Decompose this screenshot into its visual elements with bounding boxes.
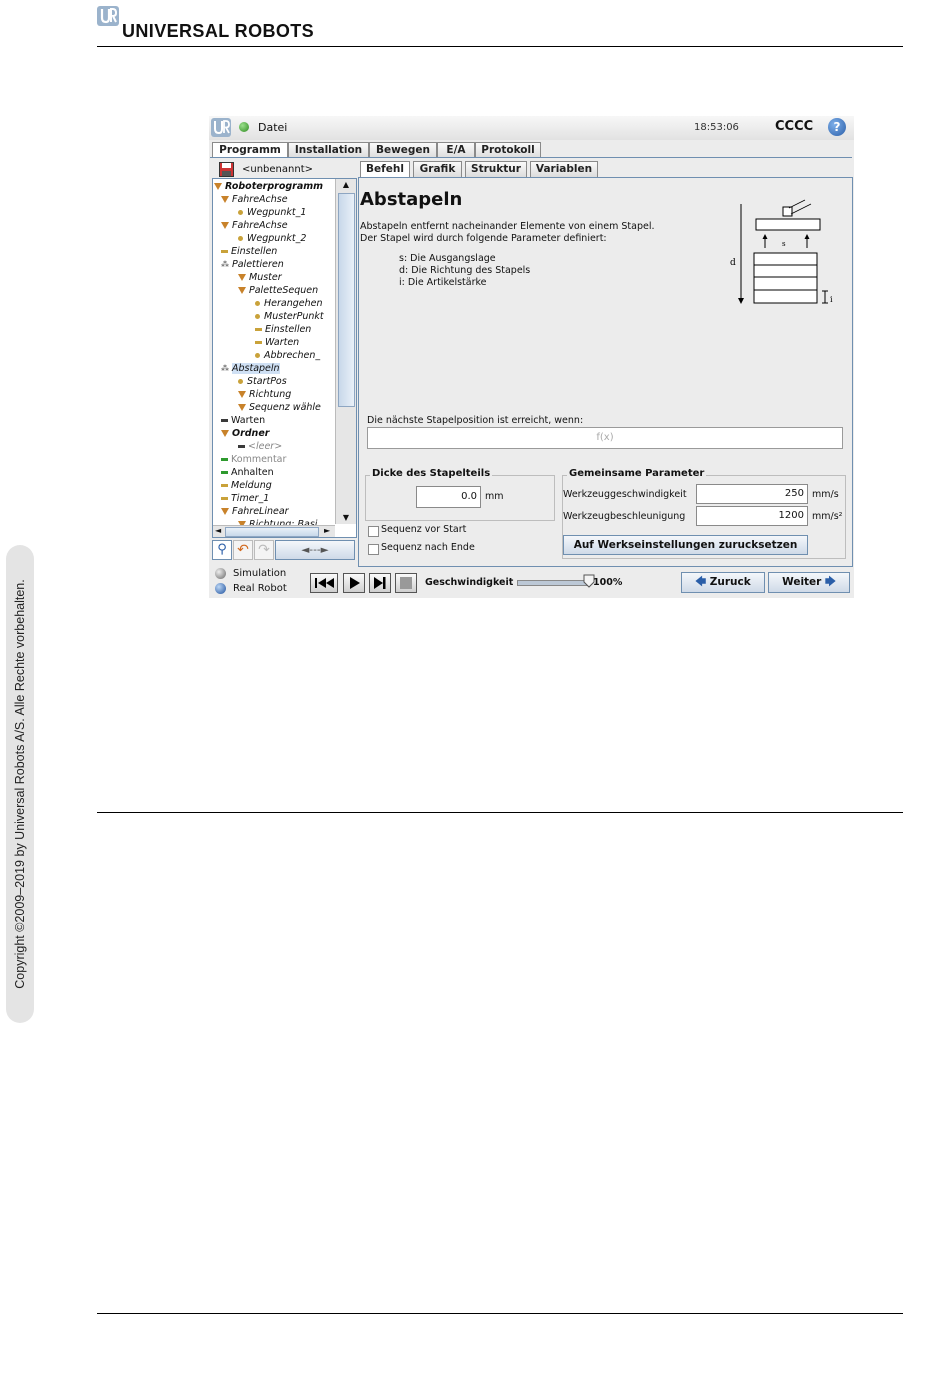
tree-item[interactable]: Timer_1 [221,492,269,505]
tree-item[interactable]: Abbrechen_ [255,349,320,362]
seq-before-label: Sequenz vor Start [381,524,467,535]
tree-item[interactable]: StartPos [238,375,287,388]
search-icon[interactable]: ⚲ [212,540,232,560]
tree-item[interactable]: Richtung [238,388,291,401]
program-tree [212,178,357,538]
param-d: d: Die Richtung des Stapels [399,265,531,276]
speed-label: Geschwindigkeit [425,577,514,588]
move-node-arrows[interactable]: ◄---► [275,540,355,560]
popup-icon [221,484,228,487]
tab-ea[interactable]: E/A [437,142,475,158]
pattern-triangle-icon [238,274,246,281]
scroll-down-icon[interactable]: ▼ [342,513,350,522]
tool-accel-input[interactable]: 1200 [696,506,808,526]
thickness-group [365,468,555,521]
reset-defaults-button[interactable]: Auf Werkseinstellungen zurucksetzen [563,535,808,555]
next-button[interactable]: Weiter 🡆 [768,572,850,593]
pallet-icon: ⁂ [221,364,229,373]
seq-after-label: Sequenz nach Ende [381,542,475,553]
copyright-sidebar [6,545,34,1023]
tool-speed-input[interactable]: 250 [696,484,808,504]
waypoint-icon [238,379,243,384]
tool-accel-label: Werkzeugbeschleunigung [563,511,686,522]
tab-programm[interactable]: Programm [212,142,288,158]
speed-slider-fill [518,581,590,585]
tree-item-selected[interactable]: ⁂ Abstapeln [221,363,280,374]
command-description-1: Abstapeln entfernt nacheinander Elemente von einem Stapel. [360,221,655,232]
destacking-diagram [727,198,842,308]
rewind-button[interactable] [310,573,338,593]
stop-icon [396,574,416,592]
tree-item[interactable]: Einstellen [255,323,311,336]
play-button[interactable] [343,573,365,593]
waypoint-icon [255,314,260,319]
tree-item[interactable]: Ordner [221,427,269,440]
tree-item[interactable]: FahreAchse [221,193,288,206]
wait-icon [255,341,262,344]
wait-icon [221,419,228,422]
tree-hscrollbar[interactable] [213,525,335,537]
tab-protokoll[interactable]: Protokoll [475,142,541,158]
common-params-group [562,468,846,559]
tab-befehl[interactable]: Befehl [360,161,410,177]
scroll-left-icon[interactable]: ◄ [215,526,222,535]
timer-icon [221,497,228,500]
tree-item[interactable]: Muster [238,271,282,284]
program-file-name: <unbenannt> [242,164,313,175]
waypoint-icon [255,301,260,306]
header-rule [97,46,903,47]
command-title: Abstapeln [360,189,463,210]
copyright-text: Copyright ©2009–2019 by Universal Robots A/S. Alle Rechte vorbehalten. [13,579,27,989]
folder-triangle-icon [214,183,222,190]
tree-viewport [213,179,334,524]
comment-icon [221,458,228,461]
move-triangle-icon [221,508,229,515]
help-icon[interactable]: ? [828,118,846,136]
tree-item[interactable]: Roboterprogramm [214,180,323,193]
polyscope-window [209,116,854,598]
thickness-group-title: Dicke des Stapelteils [372,468,491,479]
step-button[interactable] [369,573,391,593]
simulation-label: Simulation [233,568,287,579]
command-panel [358,177,853,567]
tab-underline [210,157,852,158]
condition-label: Die nächste Stapelposition ist erreicht, wenn: [367,415,584,426]
undo-icon[interactable]: ↶ [233,540,253,560]
tree-item[interactable]: Wegpunkt_2 [238,232,306,245]
diagram-label-d: d [730,258,736,268]
tab-installation[interactable]: Installation [288,142,369,158]
tool-speed-unit: mm/s [812,489,839,500]
tab-struktur[interactable]: Struktur [465,161,527,177]
diagram-label-s: s [782,240,786,248]
scroll-right-icon[interactable]: ► [324,526,331,535]
robot-name: CCCC [775,119,814,134]
simulation-radio-icon[interactable] [215,568,226,579]
file-menu[interactable]: Datei [258,121,288,134]
stop-button[interactable] [395,573,417,593]
seq-after-checkbox[interactable] [368,544,379,555]
sequence-triangle-icon [238,404,246,411]
arrow-left-icon: 🡄 [695,576,707,588]
set-icon [255,328,262,331]
move-triangle-icon [221,196,229,203]
direction-triangle-icon [238,391,246,398]
sequence-triangle-icon [238,287,246,294]
save-icon[interactable] [219,162,234,177]
tab-bewegen[interactable]: Bewegen [369,142,437,158]
speed-value: 100% [593,577,623,588]
arrow-right-icon: 🡆 [825,576,836,588]
tree-item[interactable]: Kommentar [221,453,286,466]
seq-before-checkbox[interactable] [368,526,379,537]
scroll-up-icon[interactable]: ▲ [342,180,350,189]
tree-item[interactable]: ⁂ Palettieren [221,259,284,270]
set-icon [221,250,228,253]
tree-item[interactable]: PaletteSequen [238,284,318,297]
real-robot-radio-icon[interactable] [215,583,226,594]
tool-speed-label: Werkzeuggeschwindigkeit [563,489,687,500]
rewind-icon [311,574,337,592]
status-led-icon [239,122,249,132]
tree-vscroll-thumb[interactable] [338,193,355,407]
figure-rule [97,812,903,813]
param-s: s: Die Ausgangslage [399,253,496,264]
speed-slider[interactable] [517,580,591,586]
tree-item[interactable]: MusterPunkt [255,310,324,323]
waypoint-icon [238,210,243,215]
tree-item[interactable]: FahreAchse [221,219,288,232]
brand-name: UNIVERSAL ROBOTS [122,21,315,41]
tree-item[interactable]: FahreLinear [221,505,289,518]
folder-triangle-icon [221,430,229,437]
tree-vscrollbar[interactable] [335,179,356,524]
tool-accel-unit: mm/s² [812,511,843,522]
tree-item[interactable]: Warten [255,336,299,349]
tree-item[interactable]: Warten [221,414,265,427]
common-params-title: Gemeinsame Parameter [569,468,705,479]
condition-expression-field[interactable]: f(x) [367,427,843,449]
tab-grafik[interactable]: Grafik [413,161,462,177]
diagram-label-i: i [830,295,833,304]
tree-item[interactable]: Herangehen [255,297,323,310]
pallet-icon: ⁂ [221,260,229,269]
redo-icon[interactable]: ↷ [254,540,274,560]
tree-item[interactable]: Sequenz wähle [238,401,321,414]
waypoint-icon [238,236,243,241]
tree-item[interactable]: Meldung [221,479,272,492]
top-bar [209,116,854,140]
tab-variablen[interactable]: Variablen [530,161,598,177]
tree-item[interactable]: <leer> [238,440,282,453]
tree-item[interactable]: Einstellen [221,245,277,258]
thickness-unit: mm [485,491,504,502]
footer-rule [97,1313,903,1314]
play-icon [344,574,364,592]
thickness-input[interactable]: 0.0 [416,486,481,508]
ur-app-icon[interactable] [211,118,231,137]
waypoint-icon [255,353,260,358]
empty-icon [238,445,245,448]
tree-item[interactable]: Wegpunkt_1 [238,206,306,219]
real-robot-label: Real Robot [233,583,287,594]
tree-hscroll-thumb[interactable] [225,527,319,537]
move-triangle-icon [221,222,229,229]
tree-item[interactable]: Anhalten [221,466,274,479]
clock: 18:53:06 [694,122,739,133]
step-icon [370,574,390,592]
param-i: i: Die Artikelstärke [399,277,487,288]
ur-logo-icon [97,6,119,26]
command-description-2: Der Stapel wird durch folgende Parameter definiert: [360,233,607,244]
back-button[interactable]: 🡄 Zuruck [681,572,765,593]
halt-icon [221,471,228,474]
